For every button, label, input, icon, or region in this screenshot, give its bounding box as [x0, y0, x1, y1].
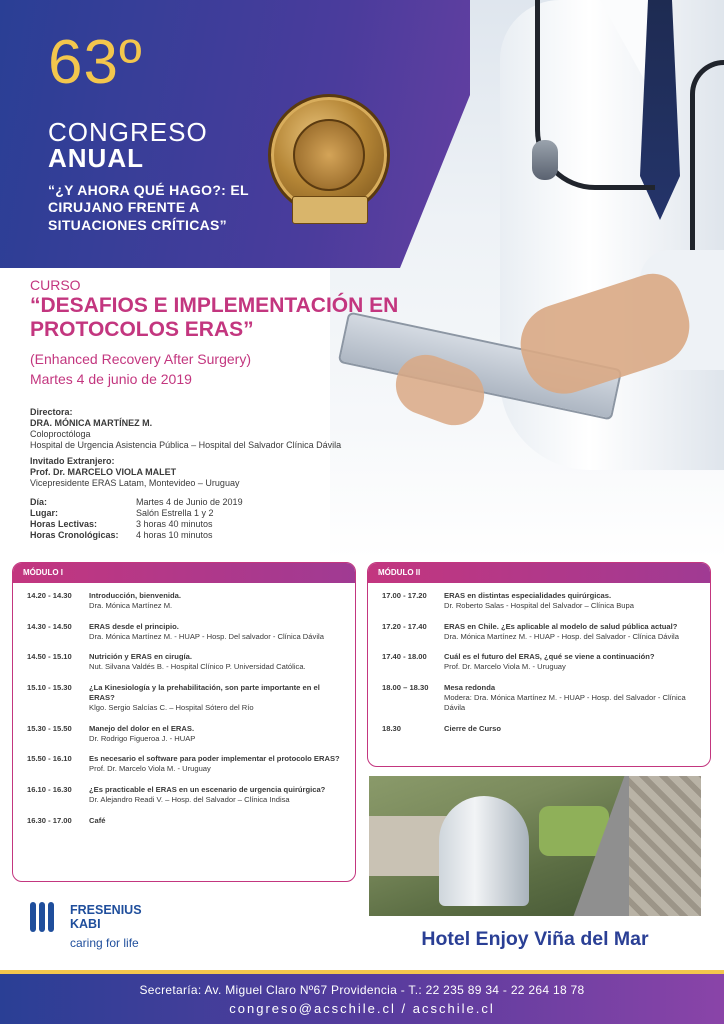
hotel-tower: [439, 796, 529, 906]
guest-role: Vicepresidente ERAS Latam, Montevideo – Uruguay: [30, 477, 240, 488]
schedule-item: 14.50 - 15.10 Nutrición y ERAS en cirugía. Nut. Silvana Valdés B. - Hospital Clínico P. Universidad Católica.: [27, 652, 306, 672]
fresenius-kabi-logo-icon: [30, 902, 62, 932]
schedule-item: 16.10 - 16.30 ¿Es practicable el ERAS en un escenario de urgencia quirúrgica? Dr. Alejandro Readi V. – Hosp. del Salvador – Clínica Indisa: [27, 785, 326, 805]
congress-title-line2: ANUAL: [48, 143, 144, 173]
schedule-item: 16.30 - 17.00 Café: [27, 815, 106, 825]
course-details: [30, 497, 243, 541]
course-title: “DESAFIOS E IMPLEMENTACIÓN EN PROTOCOLOS ERAS”: [30, 294, 399, 341]
footer-contact: congreso@acschile.cl / acschile.cl: [229, 1001, 495, 1016]
guest-block: [30, 456, 239, 489]
detail-row: Día: Martes 4 de Junio de 2019: [30, 497, 243, 507]
module-2-panel: [367, 562, 711, 767]
congress-number: 63º: [48, 28, 143, 97]
module-2-title: MÓDULO II: [368, 563, 710, 583]
schedule-item: 15.10 - 15.30 ¿La Kinesiología y la prehabilitación, son parte importante en el ERAS? Klgo. Sergio Salcías C. – Hospital Sótero del Río: [27, 683, 320, 712]
module-1-schedule: [13, 583, 355, 845]
director-label: Directora:: [30, 407, 73, 417]
congress-theme: “¿Y AHORA QUÉ HAGO?: EL CIRUJANO FRENTE A SITUACIONES CRÍTICAS”: [48, 182, 249, 233]
director-role: Coloproctóloga: [30, 428, 91, 439]
module-2-schedule: [368, 583, 710, 753]
detail-row: Horas Cronológicas: 4 horas 10 minutos: [30, 529, 213, 540]
guest-name: Prof. Dr. MARCELO VIOLA MALET: [30, 466, 177, 477]
footer-address: Secretaría: Av. Miguel Claro Nº67 Providencia - T.: 22 235 89 34 - 22 264 18 78: [139, 983, 585, 997]
hotel-annex: [369, 816, 449, 876]
schedule-item: 17.00 - 17.20 ERAS en distintas especialidades quirúrgicas. Dr. Roberto Salas - Hospital del Salvador – Clínica Bupa: [382, 591, 634, 610]
schedule-item: 15.50 - 16.10 Es necesario el software para poder implementar el protocolo ERAS? Prof. Dr. Marcelo Viola M. - Uruguay: [27, 754, 340, 774]
schedule-item: 14.20 - 14.30 Introducción, bienvenida. Dra. Mónica Martínez M.: [27, 591, 181, 610]
hotel-city: [629, 776, 701, 916]
schedule-item: 18.00 – 18.30 Mesa redonda Modera: Dra. Mónica Martínez M. - HUAP - Hosp. del Salvador - Clínica Dávila: [382, 683, 686, 712]
course-subtitle: (Enhanced Recovery After Surgery): [30, 351, 251, 367]
schedule-item: 17.20 - 17.40 ERAS en Chile. ¿Es aplicable al modelo de salud pública actual? Dra. Mónica Martínez M. - HUAP - Hosp. del Salvador - Clínica Dávila: [382, 621, 679, 641]
seal-ribbon: [292, 196, 368, 224]
hotel-name: Hotel Enjoy Viña del Mar: [421, 928, 649, 950]
sponsor-name: FRESENIUS KABI: [70, 903, 142, 931]
director-block: [30, 407, 341, 451]
module-1-panel: [12, 562, 356, 882]
schedule-item: 14.30 - 14.50 ERAS desde el principio. Dra. Mónica Martínez M. - HUAP - Hosp. Del salvador - Clínica Dávila: [27, 621, 324, 641]
director-affiliation: Hospital de Urgencia Asistencia Pública – Hospital del Salvador Clínica Dávila: [30, 439, 342, 450]
footer: [0, 970, 724, 1024]
stethoscope-head-icon: [532, 140, 558, 180]
schedule-item: 18.30 Cierre de Curso: [382, 723, 501, 733]
module-1-title: MÓDULO I: [13, 563, 355, 583]
schedule-item: 15.30 - 15.50 Manejo del dolor en el ERAS. Dr. Rodrigo Figueroa J. - HUAP: [27, 723, 196, 743]
detail-row: Lugar: Salón Estrella 1 y 2: [30, 507, 214, 518]
hotel-photo: [369, 776, 701, 916]
sponsor-tagline: caring for life: [70, 936, 139, 950]
course-label: CURSO: [30, 277, 81, 293]
director-name: DRA. MÓNICA MARTÍNEZ M.: [30, 417, 153, 428]
congress-title-line1: CONGRESO: [48, 117, 208, 147]
guest-label: Invitado Extranjero:: [30, 456, 115, 466]
schedule-item: 17.40 - 18.00 Cuál es el futuro del ERAS, ¿qué se viene a continuación? Prof. Dr. Marcelo Viola M. - Uruguay: [382, 652, 655, 672]
seal-emblem-icon: [293, 119, 365, 191]
detail-row: Horas Lectivas: 3 horas 40 minutos: [30, 518, 213, 529]
course-date: Martes 4 de junio de 2019: [30, 371, 192, 387]
